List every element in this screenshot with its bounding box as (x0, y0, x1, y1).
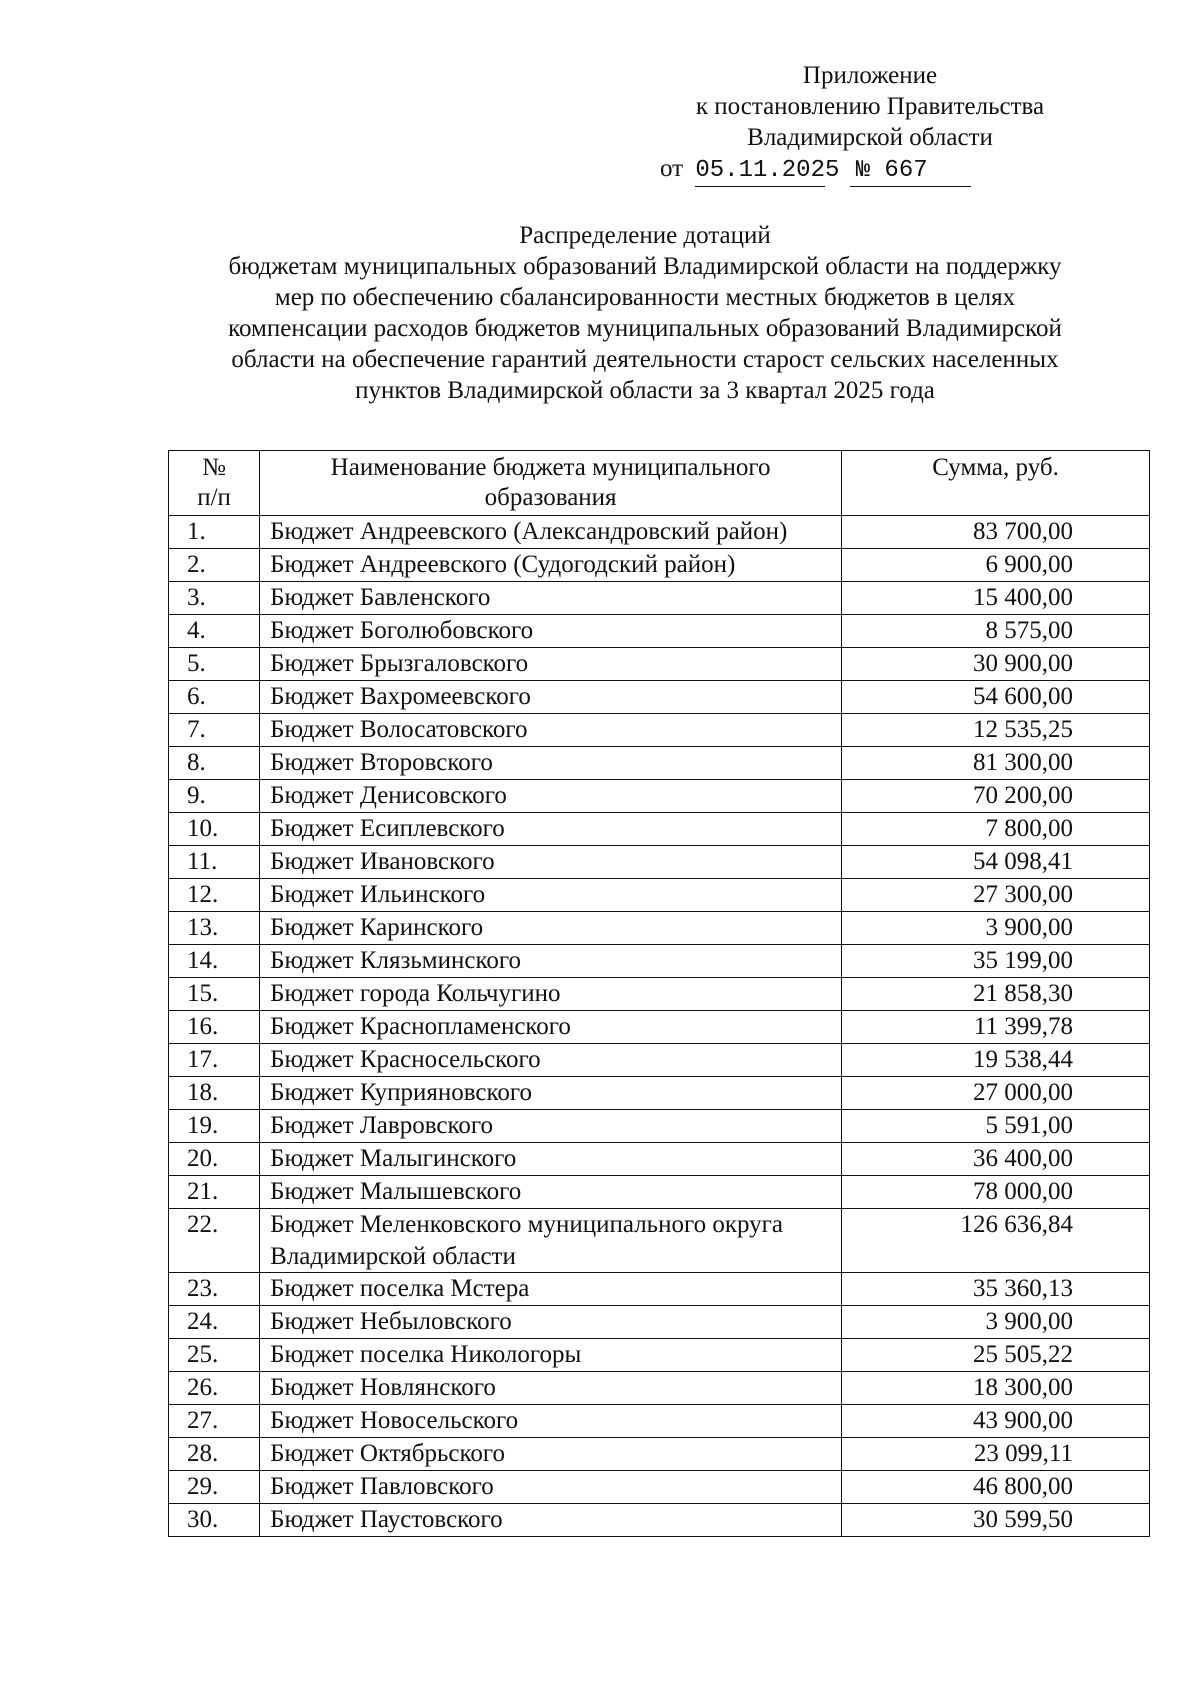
row-number: 17. (169, 1044, 260, 1077)
row-amount: 70 200,00 (842, 780, 1150, 813)
row-number: 27. (169, 1405, 260, 1438)
table-row (169, 1176, 1150, 1209)
table-row (169, 945, 1150, 978)
row-number: 8. (169, 747, 260, 780)
row-number: 14. (169, 945, 260, 978)
region-name: Владимирской области (747, 124, 993, 151)
row-budget-name: Бюджет Бавленского (260, 582, 842, 615)
title-line: области на обеспечение гарантий деятельности старост сельских населенных (231, 346, 1059, 373)
row-budget-name: Бюджет города Кольчугино (260, 978, 842, 1011)
row-amount: 81 300,00 (842, 747, 1150, 780)
row-number: 11. (169, 846, 260, 879)
table-row (169, 1471, 1150, 1504)
row-amount: 30 900,00 (842, 648, 1150, 681)
row-budget-name: Бюджет Брызгаловского (260, 648, 842, 681)
row-amount: 35 360,13 (842, 1273, 1150, 1306)
row-budget-name: Бюджет Куприяновского (260, 1077, 842, 1110)
document-title (165, 220, 1125, 406)
row-number: 13. (169, 912, 260, 945)
row-amount: 18 300,00 (842, 1372, 1150, 1405)
row-amount: 19 538,44 (842, 1044, 1150, 1077)
table-row (169, 912, 1150, 945)
header-name-line2: образования (484, 484, 617, 511)
row-number: 1. (169, 516, 260, 549)
table-row (169, 879, 1150, 912)
resolution-number: № 667 (850, 155, 971, 187)
row-amount: 3 900,00 (842, 1306, 1150, 1339)
row-number: 7. (169, 714, 260, 747)
row-budget-name: Бюджет Небыловского (260, 1306, 842, 1339)
row-amount: 15 400,00 (842, 582, 1150, 615)
row-amount: 54 600,00 (842, 681, 1150, 714)
row-number: 4. (169, 615, 260, 648)
row-number: 2. (169, 549, 260, 582)
resolution-date-line (640, 153, 1100, 187)
table-row (169, 1405, 1150, 1438)
row-amount: 54 098,41 (842, 846, 1150, 879)
row-budget-name: Бюджет Денисовского (260, 780, 842, 813)
row-budget-name: Бюджет Павловского (260, 1471, 842, 1504)
table-row (169, 747, 1150, 780)
row-budget-name: Бюджет Вахромеевского (260, 681, 842, 714)
table-row (169, 615, 1150, 648)
row-number: 18. (169, 1077, 260, 1110)
row-number: 20. (169, 1143, 260, 1176)
row-amount: 30 599,50 (842, 1504, 1150, 1537)
table-row (169, 1209, 1150, 1273)
row-amount: 11 399,78 (842, 1011, 1150, 1044)
table-row (169, 582, 1150, 615)
header-num-line2: п/п (197, 484, 231, 511)
row-budget-name: Бюджет Малышевского (260, 1176, 842, 1209)
header-name-line1: Наименование бюджета муниципального (330, 454, 771, 481)
table-row (169, 714, 1150, 747)
row-number: 19. (169, 1110, 260, 1143)
subsidy-table (168, 450, 1150, 1537)
row-amount: 43 900,00 (842, 1405, 1150, 1438)
table-row (169, 1044, 1150, 1077)
table-row (169, 813, 1150, 846)
table-row (169, 1504, 1150, 1537)
resolution-date: 05.11.2025 (695, 155, 825, 187)
appendix-header (640, 60, 1100, 187)
header-sum: Сумма, руб. (842, 451, 1150, 516)
row-amount: 46 800,00 (842, 1471, 1150, 1504)
date-prefix: от (660, 155, 684, 182)
row-budget-name: Бюджет Клязьминского (260, 945, 842, 978)
row-amount: 8 575,00 (842, 615, 1150, 648)
row-amount: 7 800,00 (842, 813, 1150, 846)
row-amount: 3 900,00 (842, 912, 1150, 945)
resolution-reference: к постановлению Правительства (695, 93, 1045, 120)
row-budget-name: Бюджет Меленковского муниципального округа Владимирской области (260, 1209, 842, 1273)
table-row (169, 648, 1150, 681)
row-number: 6. (169, 681, 260, 714)
table-row (169, 1339, 1150, 1372)
row-budget-name: Бюджет Боголюбовского (260, 615, 842, 648)
row-budget-name: Бюджет Ивановского (260, 846, 842, 879)
table-body (169, 516, 1150, 1537)
table-row (169, 1306, 1150, 1339)
row-number: 28. (169, 1438, 260, 1471)
table-row (169, 1077, 1150, 1110)
table-row (169, 516, 1150, 549)
row-amount: 35 199,00 (842, 945, 1150, 978)
table-row (169, 1143, 1150, 1176)
table-row (169, 681, 1150, 714)
row-budget-name: Бюджет Лавровского (260, 1110, 842, 1143)
table-row (169, 1011, 1150, 1044)
row-budget-name: Бюджет Есиплевского (260, 813, 842, 846)
row-budget-name: Бюджет Каринского (260, 912, 842, 945)
table-row (169, 1110, 1150, 1143)
table-row (169, 846, 1150, 879)
appendix-label: Приложение (802, 62, 938, 89)
row-budget-name: Бюджет Паустовского (260, 1504, 842, 1537)
table-row (169, 549, 1150, 582)
row-amount: 23 099,11 (842, 1438, 1150, 1471)
row-amount: 83 700,00 (842, 516, 1150, 549)
row-number: 26. (169, 1372, 260, 1405)
row-budget-name: Бюджет Краснопламенского (260, 1011, 842, 1044)
row-budget-name: Бюджет Второвского (260, 747, 842, 780)
row-amount: 12 535,25 (842, 714, 1150, 747)
row-budget-name: Бюджет Новлянского (260, 1372, 842, 1405)
row-budget-name: Бюджет Волосатовского (260, 714, 842, 747)
row-number: 5. (169, 648, 260, 681)
row-amount: 6 900,00 (842, 549, 1150, 582)
row-number: 25. (169, 1339, 260, 1372)
row-budget-name: Бюджет поселка Мстера (260, 1273, 842, 1306)
row-amount: 126 636,84 (842, 1209, 1150, 1273)
row-budget-name: Бюджет Октябрьского (260, 1438, 842, 1471)
row-number: 3. (169, 582, 260, 615)
title-line: мер по обеспечению сбалансированности местных бюджетов в целях (274, 284, 1016, 311)
row-budget-name: Бюджет Андреевского (Судогодский район) (260, 549, 842, 582)
row-number: 12. (169, 879, 260, 912)
row-number: 22. (169, 1209, 260, 1273)
header-num (169, 451, 260, 516)
row-number: 9. (169, 780, 260, 813)
row-number: 10. (169, 813, 260, 846)
row-number: 21. (169, 1176, 260, 1209)
row-amount: 25 505,22 (842, 1339, 1150, 1372)
table-row (169, 1372, 1150, 1405)
header-name (260, 451, 842, 516)
row-number: 23. (169, 1273, 260, 1306)
table-row (169, 978, 1150, 1011)
row-number: 15. (169, 978, 260, 1011)
header-num-line1: № (202, 454, 226, 481)
row-budget-name: Бюджет поселка Никологоры (260, 1339, 842, 1372)
row-amount: 27 300,00 (842, 879, 1150, 912)
row-amount: 78 000,00 (842, 1176, 1150, 1209)
title-line: Распределение дотаций (519, 222, 771, 249)
row-number: 16. (169, 1011, 260, 1044)
title-line: бюджетам муниципальных образований Владимирской области на поддержку (228, 253, 1062, 280)
row-budget-name: Бюджет Малыгинского (260, 1143, 842, 1176)
table-header-row (169, 451, 1150, 516)
table-row (169, 1438, 1150, 1471)
row-amount: 5 591,00 (842, 1110, 1150, 1143)
row-budget-name: Бюджет Андреевского (Александровский район) (260, 516, 842, 549)
row-number: 29. (169, 1471, 260, 1504)
title-line: пунктов Владимирской области за 3 квартал 2025 года (355, 377, 935, 404)
row-amount: 21 858,30 (842, 978, 1150, 1011)
row-budget-name: Бюджет Красносельского (260, 1044, 842, 1077)
title-line: компенсации расходов бюджетов муниципальных образований Владимирской (228, 315, 1062, 342)
row-budget-name: Бюджет Новосельского (260, 1405, 842, 1438)
row-number: 24. (169, 1306, 260, 1339)
table-row (169, 1273, 1150, 1306)
row-amount: 36 400,00 (842, 1143, 1150, 1176)
row-number: 30. (169, 1504, 260, 1537)
table-row (169, 780, 1150, 813)
row-budget-name: Бюджет Ильинского (260, 879, 842, 912)
row-amount: 27 000,00 (842, 1077, 1150, 1110)
